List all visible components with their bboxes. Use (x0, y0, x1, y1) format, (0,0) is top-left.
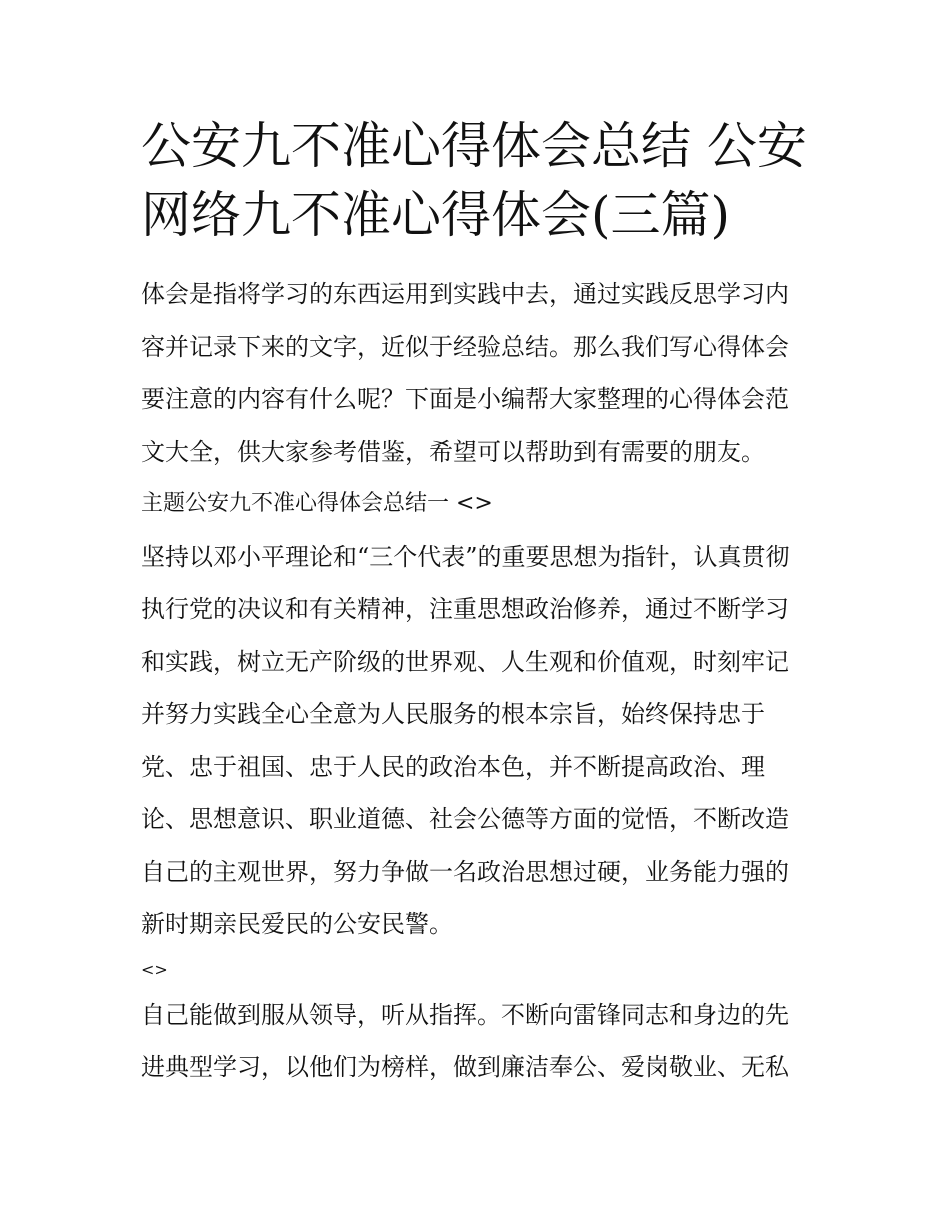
paragraph-line: 坚持以邓小平理论和“三个代表”的重要思想为指针，认真贯彻 (141, 542, 790, 571)
intro-line: 体会是指将学习的东西运用到实践中去，通过实践反思学习内 (141, 280, 789, 308)
intro-line: 要注意的内容有什么呢？下面是小编帮大家整理的心得体会范 (141, 385, 789, 413)
paragraph-line: 执行党的决议和有关精神，注重思想政治修养，通过不断学习 (141, 595, 789, 623)
paragraph-line: 自己的主观世界，努力争做一名政治思想过硬，业务能力强的 (141, 857, 789, 886)
title-line: 网络九不准心得体会(三篇) (141, 186, 731, 244)
paragraph-line: 自己能做到服从领导，听从指挥。不断向雷锋同志和身边的先 (141, 1000, 789, 1029)
paragraph-line: 并努力实践全心全意为人民服务的根本宗旨，始终保持忠于 (141, 700, 765, 728)
document-title (141, 112, 821, 250)
paragraph-line: 新时期亲民爱民的公安民警。 (141, 910, 453, 938)
section-separator: <> (141, 959, 168, 979)
paragraph-line: 论、思想意识、职业道德、社会公德等方面的觉悟，不断改造 (141, 805, 789, 833)
title-line: 公安九不准心得体会总结 公安 (141, 117, 807, 175)
paragraph-line: 和实践，树立无产阶级的世界观、人生观和价值观，时刻牢记 (141, 647, 789, 676)
paragraph-line: 进典型学习，以他们为榜样，做到廉洁奉公、爱岗敬业、无私 (141, 1053, 789, 1081)
section-heading: 主题公安九不准心得体会总结一 <> (141, 491, 493, 516)
document-body (141, 268, 821, 1094)
paragraph-line: 党、忠于祖国、忠于人民的政治本色，并不断提高政治、理 (141, 752, 765, 781)
intro-line: 文大全，供大家参考借鉴，希望可以帮助到有需要的朋友。 (141, 437, 765, 466)
document-content (141, 112, 821, 1094)
intro-line: 容并记录下来的文字，近似于经验总结。那么我们写心得体会 (141, 332, 789, 361)
